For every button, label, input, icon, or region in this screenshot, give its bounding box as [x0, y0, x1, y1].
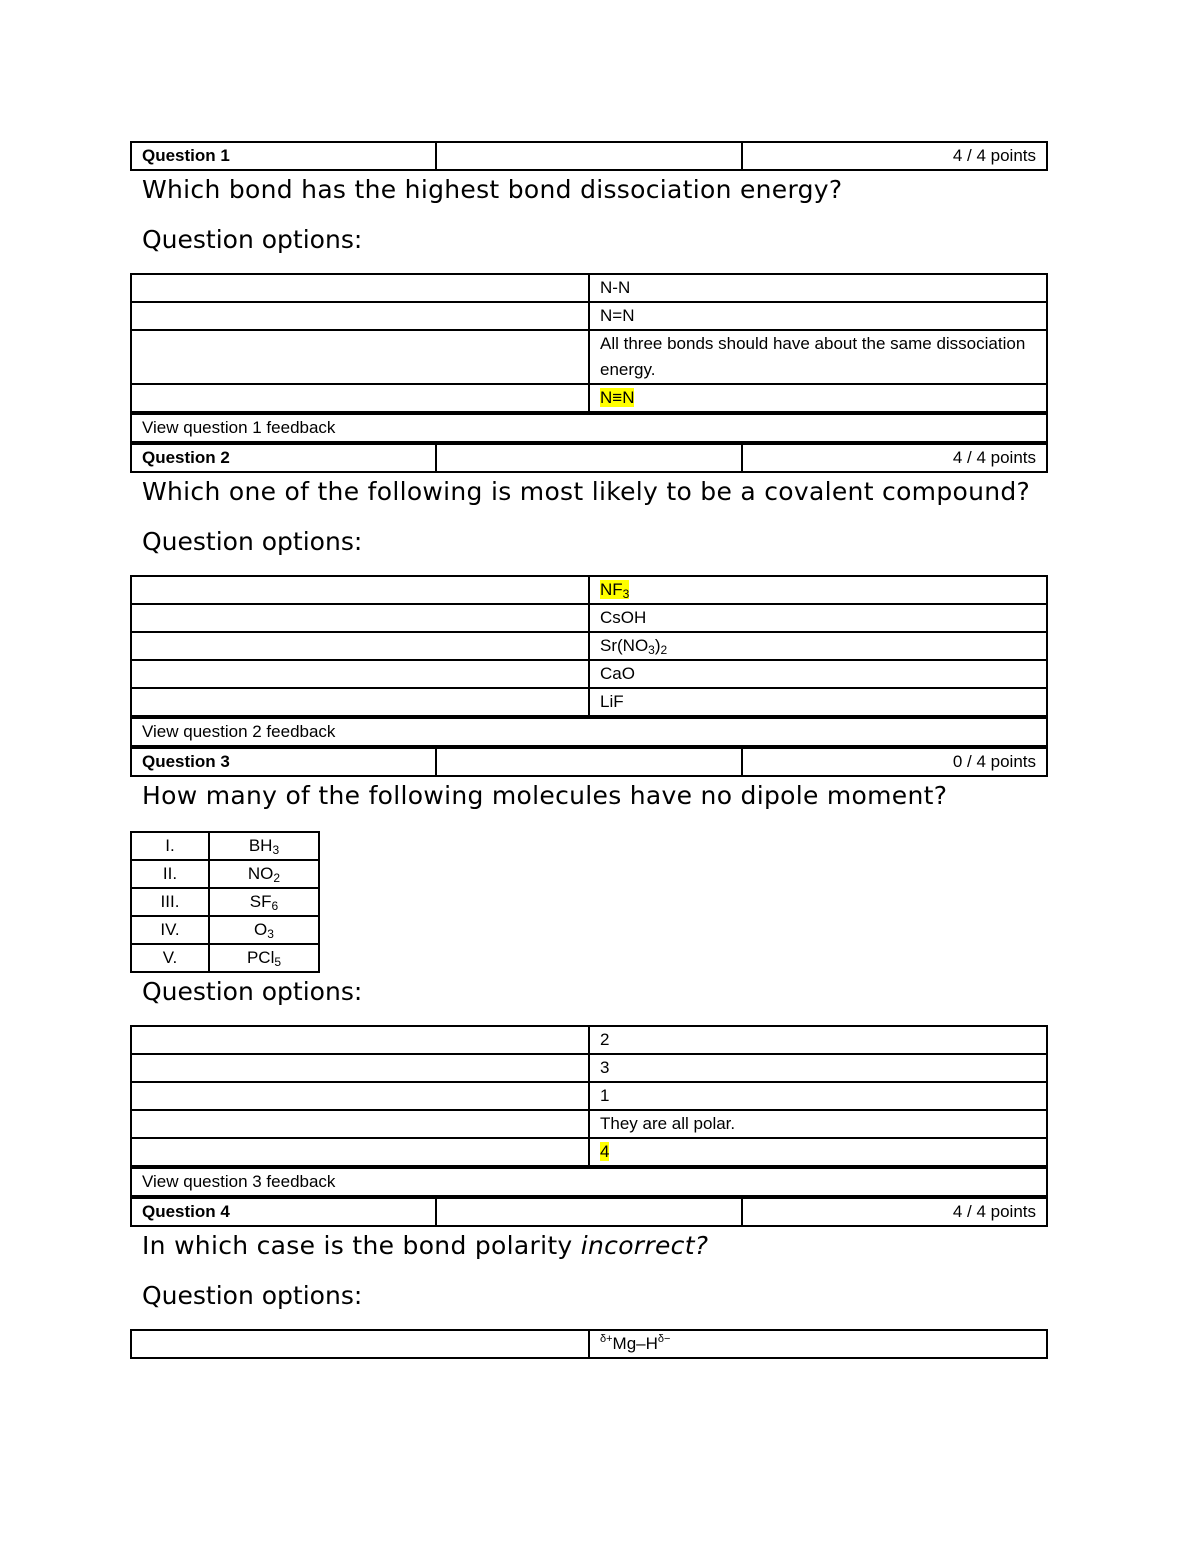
option-text: $Sr(NO_3)_2$ [589, 632, 1047, 660]
question-2-header [130, 443, 1048, 473]
question-1-text: Which bond has the highest bond dissociation energy? [142, 175, 843, 204]
header-blank-cell [436, 444, 741, 472]
question-2-feedback [130, 717, 1048, 747]
molecule-numeral: V. [131, 944, 209, 972]
question-3-options-label: Question options: [142, 977, 363, 1006]
option-text: CsOH [589, 604, 1047, 632]
selected-option-text: $NF_3$ [600, 580, 630, 601]
molecule-numeral: I. [131, 832, 209, 860]
feedback-link[interactable]: View question 1 feedback [131, 414, 1047, 442]
question-3-text: How many of the following molecules have no dipole moment? [142, 781, 948, 810]
option-row[interactable] [131, 274, 1047, 302]
feedback-link[interactable]: View question 2 feedback [131, 718, 1047, 746]
header-blank-cell [436, 1198, 741, 1226]
question-4-options-label: Question options: [142, 1281, 363, 1310]
question-3-header [130, 747, 1048, 777]
question-4-text-main: In which case is the bond polarity [142, 1231, 573, 1260]
molecule-formula: $SF_6$ [209, 888, 319, 916]
question-points: 4 / 4 points [742, 142, 1047, 170]
selected-option-text: 4 [600, 1142, 610, 1161]
molecule-table [130, 831, 320, 973]
option-row-selected[interactable] [131, 576, 1047, 604]
option-text: CaO [589, 660, 1047, 688]
option-row[interactable] [131, 688, 1047, 716]
option-row[interactable] [131, 1054, 1047, 1082]
molecule-row [131, 916, 319, 944]
option-row[interactable] [131, 660, 1047, 688]
question-2-options [130, 575, 1048, 717]
molecule-formula: PCl$_5$ [209, 944, 319, 972]
question-4-text-emphasis: incorrect? [580, 1231, 709, 1260]
option-row[interactable] [131, 1026, 1047, 1054]
option-text: LiF [589, 688, 1047, 716]
question-4-options [130, 1329, 1048, 1359]
question-4-header [130, 1197, 1048, 1227]
question-1-options-label: Question options: [142, 225, 363, 254]
option-row-selected[interactable] [131, 1138, 1047, 1166]
option-text: All three bonds should have about the same dissociation energy. [589, 330, 1047, 384]
option-row-selected[interactable] [131, 384, 1047, 412]
question-label: Question 3 [131, 748, 436, 776]
option-text: N=N [589, 302, 1047, 330]
molecule-numeral: III. [131, 888, 209, 916]
option-row[interactable] [131, 302, 1047, 330]
option-text: 2 [589, 1026, 1047, 1054]
question-points: 4 / 4 points [742, 444, 1047, 472]
question-2-options-label: Question options: [142, 527, 363, 556]
molecule-formula: $NO_2$ [209, 860, 319, 888]
question-1-feedback [130, 413, 1048, 443]
molecule-numeral: IV. [131, 916, 209, 944]
option-text: 3 [589, 1054, 1047, 1082]
molecule-row [131, 944, 319, 972]
question-3-feedback [130, 1167, 1048, 1197]
option-row[interactable] [131, 1330, 1047, 1358]
molecule-row [131, 832, 319, 860]
molecule-row [131, 888, 319, 916]
option-text: 1 [589, 1082, 1047, 1110]
option-text: $^{\delta+}Mg-H^{\delta-}$ [589, 1330, 1047, 1358]
question-points: 0 / 4 points [742, 748, 1047, 776]
option-text: N-N [589, 274, 1047, 302]
molecule-formula: $BH_3$ [209, 832, 319, 860]
molecule-formula: $O_3$ [209, 916, 319, 944]
question-3-options [130, 1025, 1048, 1167]
selected-option-text: N≡N [600, 388, 635, 407]
question-label: Question 1 [131, 142, 436, 170]
option-row[interactable] [131, 1110, 1047, 1138]
question-4-text [142, 1229, 1048, 1263]
question-1-options [130, 273, 1048, 413]
option-text: They are all polar. [589, 1110, 1047, 1138]
option-row[interactable] [131, 632, 1047, 660]
question-2-text: Which one of the following is most likely to be a covalent compound? [142, 477, 1031, 506]
question-label: Question 4 [131, 1198, 436, 1226]
option-row[interactable] [131, 330, 1047, 384]
molecule-numeral: II. [131, 860, 209, 888]
header-blank-cell [436, 748, 741, 776]
header-blank-cell [436, 142, 741, 170]
option-row[interactable] [131, 604, 1047, 632]
question-1-header [130, 141, 1048, 171]
feedback-link[interactable]: View question 3 feedback [131, 1168, 1047, 1196]
option-row[interactable] [131, 1082, 1047, 1110]
quiz-page [130, 141, 1048, 1359]
question-points: 4 / 4 points [742, 1198, 1047, 1226]
question-label: Question 2 [131, 444, 436, 472]
molecule-row [131, 860, 319, 888]
